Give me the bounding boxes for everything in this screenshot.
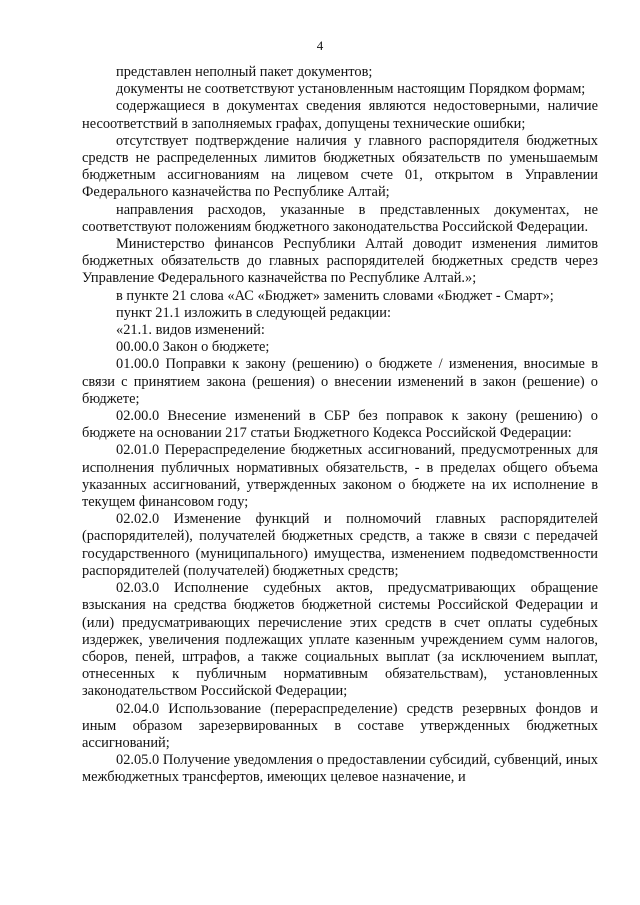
list-item-02-00-0: 02.00.0 Внесение изменений в СБР без поправок к закону (решению) о бюджете на основании 217 статьи Бюджетного Кодекса Российской Федерации: (82, 408, 598, 442)
paragraph-unreliable-data: содержащиеся в документах сведения являются недостоверными, наличие несоответствий в заполняемых графах, допущены технические ошибки; (82, 98, 598, 132)
list-item-02-01-0: 02.01.0 Перераспределение бюджетных ассигнований, предусмотренных для исполнения публичных нормативных обязательств, - в пределах общего объема указанных ассигнований, утвержденных законом о бюджете на их исполнение в текущем финансовом году; (82, 442, 598, 511)
paragraph-expenditure-mismatch: направления расходов, указанные в представленных документах, не соответствуют положениям бюджетного законодательства Российской Федерации. (82, 201, 598, 235)
paragraph-no-confirmation: отсутствует подтверждение наличия у главного распорядителя бюджетных средств не распределенных лимитов бюджетных обязательств по уменьшаемым бюджетным ассигнованиям на лицевом счете 01, открытом в Управлении Федерального казначейства по Республике Алтай; (82, 132, 598, 201)
list-item-02-02-0: 02.02.0 Изменение функций и полномочий главных распорядителей (распорядителей), получателей бюджетных средств, а также в связи с передачей государственного (муниципального) имущества, изменением подведомственности распорядителей (получателей) бюджетных средств; (82, 511, 598, 579)
paragraph-forms-mismatch: документы не соответствуют установленным настоящим Порядком формам; (116, 81, 586, 98)
list-item-01-00-0: 01.00.0 Поправки к закону (решению) о бюджете / изменения, вносимые в связи с принятием закона (решения) о внесении изменений в закон (решение) о бюджете; (82, 356, 598, 407)
paragraph-change-types-heading: «21.1. видов изменений: (116, 322, 265, 339)
list-item-02-05-0: 02.05.0 Получение уведомления о предоставлении субсидий, субвенций, иных межбюджетных трансфертов, имеющих целевое назначение, и (82, 752, 598, 786)
document-body (82, 64, 598, 787)
list-item-00-00-0: 00.00.0 Закон о бюджете; (116, 339, 270, 356)
paragraph-point-21: в пункте 21 слова «АС «Бюджет» заменить словами «Бюджет - Смарт»; (116, 287, 554, 304)
paragraph-ministry-limits: Министерство финансов Республики Алтай доводит изменения лимитов бюджетных обязательств до главных распорядителей бюджетных средств через Управление Федерального казначейства по Республике Алтай.»; (82, 236, 598, 287)
list-item-02-04-0: 02.04.0 Использование (перераспределение) средств резервных фондов и иным образом зарезервированных в составе утвержденных бюджетных ассигнований; (82, 700, 598, 751)
page-number: 4 (316, 38, 324, 53)
list-item-02-03-0: 02.03.0 Исполнение судебных актов, предусматривающих обращение взыскания на средства бюджетов бюджетной системы Российской Федерации и (или) предусматривающих перечисление этих средств в счет оплаты судебных издержек, увеличения подлежащих уплате казенным учреждением сумм налогов, сборов, пеней, штрафов, а также социальных выплат (за исключением выплат, отнесенных к публичным нормативным обязательствам), установленных законодательством Российской Федерации; (82, 580, 598, 700)
paragraph-point-21-1: пункт 21.1 изложить в следующей редакции: (116, 304, 391, 321)
paragraph-incomplete-package: представлен неполный пакет документов; (116, 64, 373, 80)
